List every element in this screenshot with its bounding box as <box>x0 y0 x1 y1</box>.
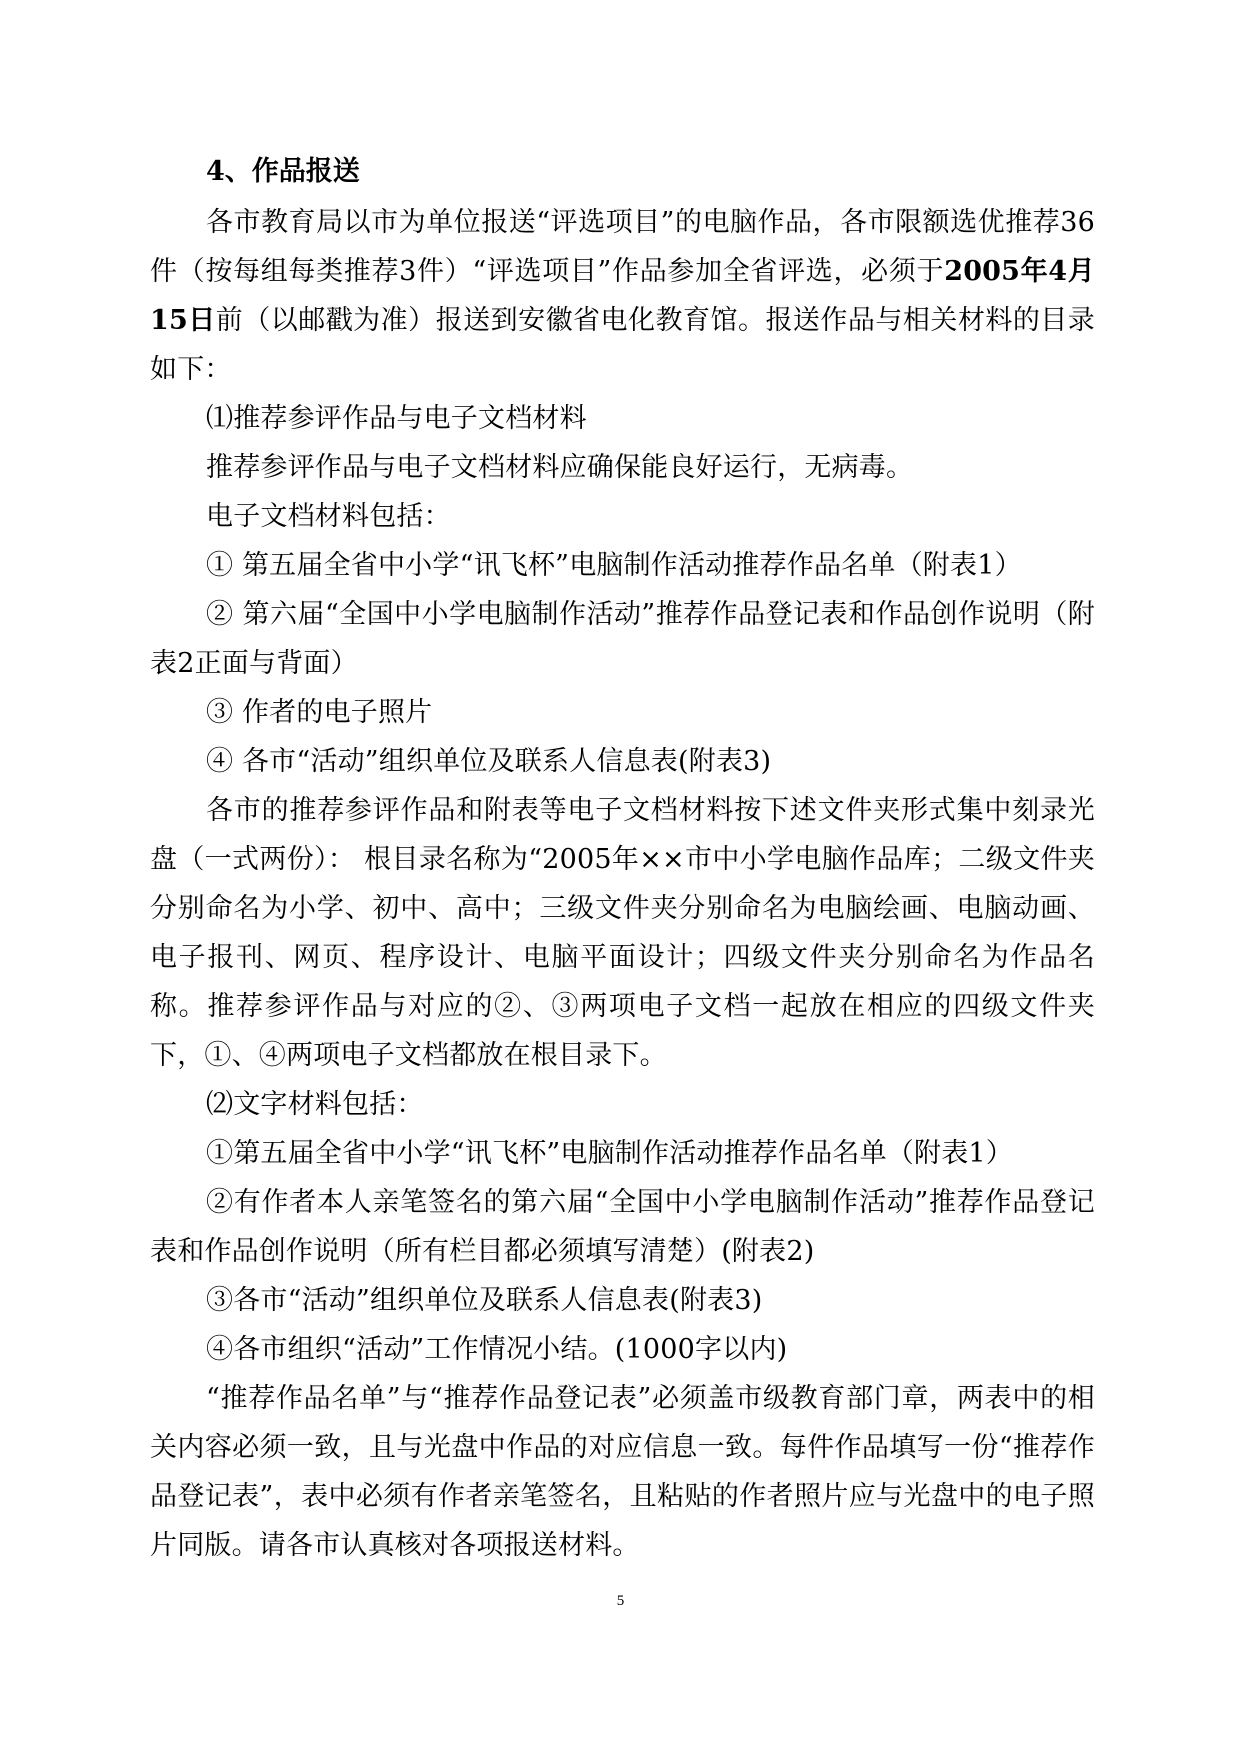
electronic-item-4: ④ 各市“活动”组织单位及联系人信息表(附表3) <box>206 746 772 777</box>
electronic-requirement: 推荐参评作品与电子文档材料应确保能良好运行，无病毒。 <box>206 452 914 483</box>
electronic-includes-label: 电子文档材料包括： <box>206 501 451 532</box>
closing-paragraph: “推荐作品名单”与“推荐作品登记表”必须盖市级教育部门章，两表中的相关内容必须一致，且与光盘中作品的对应信息一致。每件作品填写一份“推荐作品登记表”，表中必须有作者亲笔签名，且粘贴的作者照片应与光盘中的电子照片同版。请各市认真核对各项报送材料。 <box>150 1383 1095 1561</box>
written-item-4: ④各市组织“活动”工作情况小结。(1000字以内) <box>206 1334 788 1365</box>
intro-text-after-date: 前（以邮戳为准）报送到安徽省电化教育馆。报送作品与相关材料的目录如下： <box>150 305 1095 385</box>
written-materials-title: ⑵文字材料包括： <box>206 1089 424 1120</box>
written-item-2: ②有作者本人亲笔签名的第六届“全国中小学电脑制作活动”推荐作品登记表和作品创作说明（所有栏目都必须填写清楚）(附表2) <box>150 1187 1095 1267</box>
deadline-date: 2005年4月15日 <box>150 256 1095 336</box>
burn-instructions-paragraph: 各市的推荐参评作品和附表等电子文档材料按下述文件夹形式集中刻录光盘（一式两份）： 根目录名称为“2005年××市中小学电脑作品库；二级文件夹分别命名为小学、初中、高中；三级文件夹分别命名为电脑绘画、电脑动画、电子报刊、网页、程序设计、电脑平面设计；四级文件夹分别命名为作品名称。推荐参评作品与对应的②、③两项电子文档一起放在相应的四级文件夹下，①、④两项电子文档都放在根目录下。 <box>150 795 1095 1071</box>
intro-paragraph <box>150 198 1095 394</box>
page-number: 5 <box>616 1593 625 1609</box>
written-item-1: ①第五届全省中小学“讯飞杯”电脑制作活动推荐作品名单（附表1） <box>206 1138 1013 1169</box>
written-item-3: ③各市“活动”组织单位及联系人信息表(附表3) <box>206 1285 763 1316</box>
electronic-item-3: ③ 作者的电子照片 <box>206 697 433 728</box>
electronic-item-1: ① 第五届全省中小学“讯飞杯”电脑制作活动推荐作品名单（附表1） <box>206 550 1022 581</box>
intro-text-before-date: 各市教育局以市为单位报送“评选项目”的电脑作品，各市限额选优推荐36件（按每组每类推荐3件）“评选项目”作品参加全省评选，必须于 <box>150 207 1095 287</box>
document-page <box>150 150 1095 1570</box>
electronic-materials-title: ⑴推荐参评作品与电子文档材料 <box>206 403 587 434</box>
electronic-item-2: ② 第六届“全国中小学电脑制作活动”推荐作品登记表和作品创作说明（附表2正面与背面） <box>150 599 1095 679</box>
section-heading: 4、作品报送 <box>206 156 360 187</box>
